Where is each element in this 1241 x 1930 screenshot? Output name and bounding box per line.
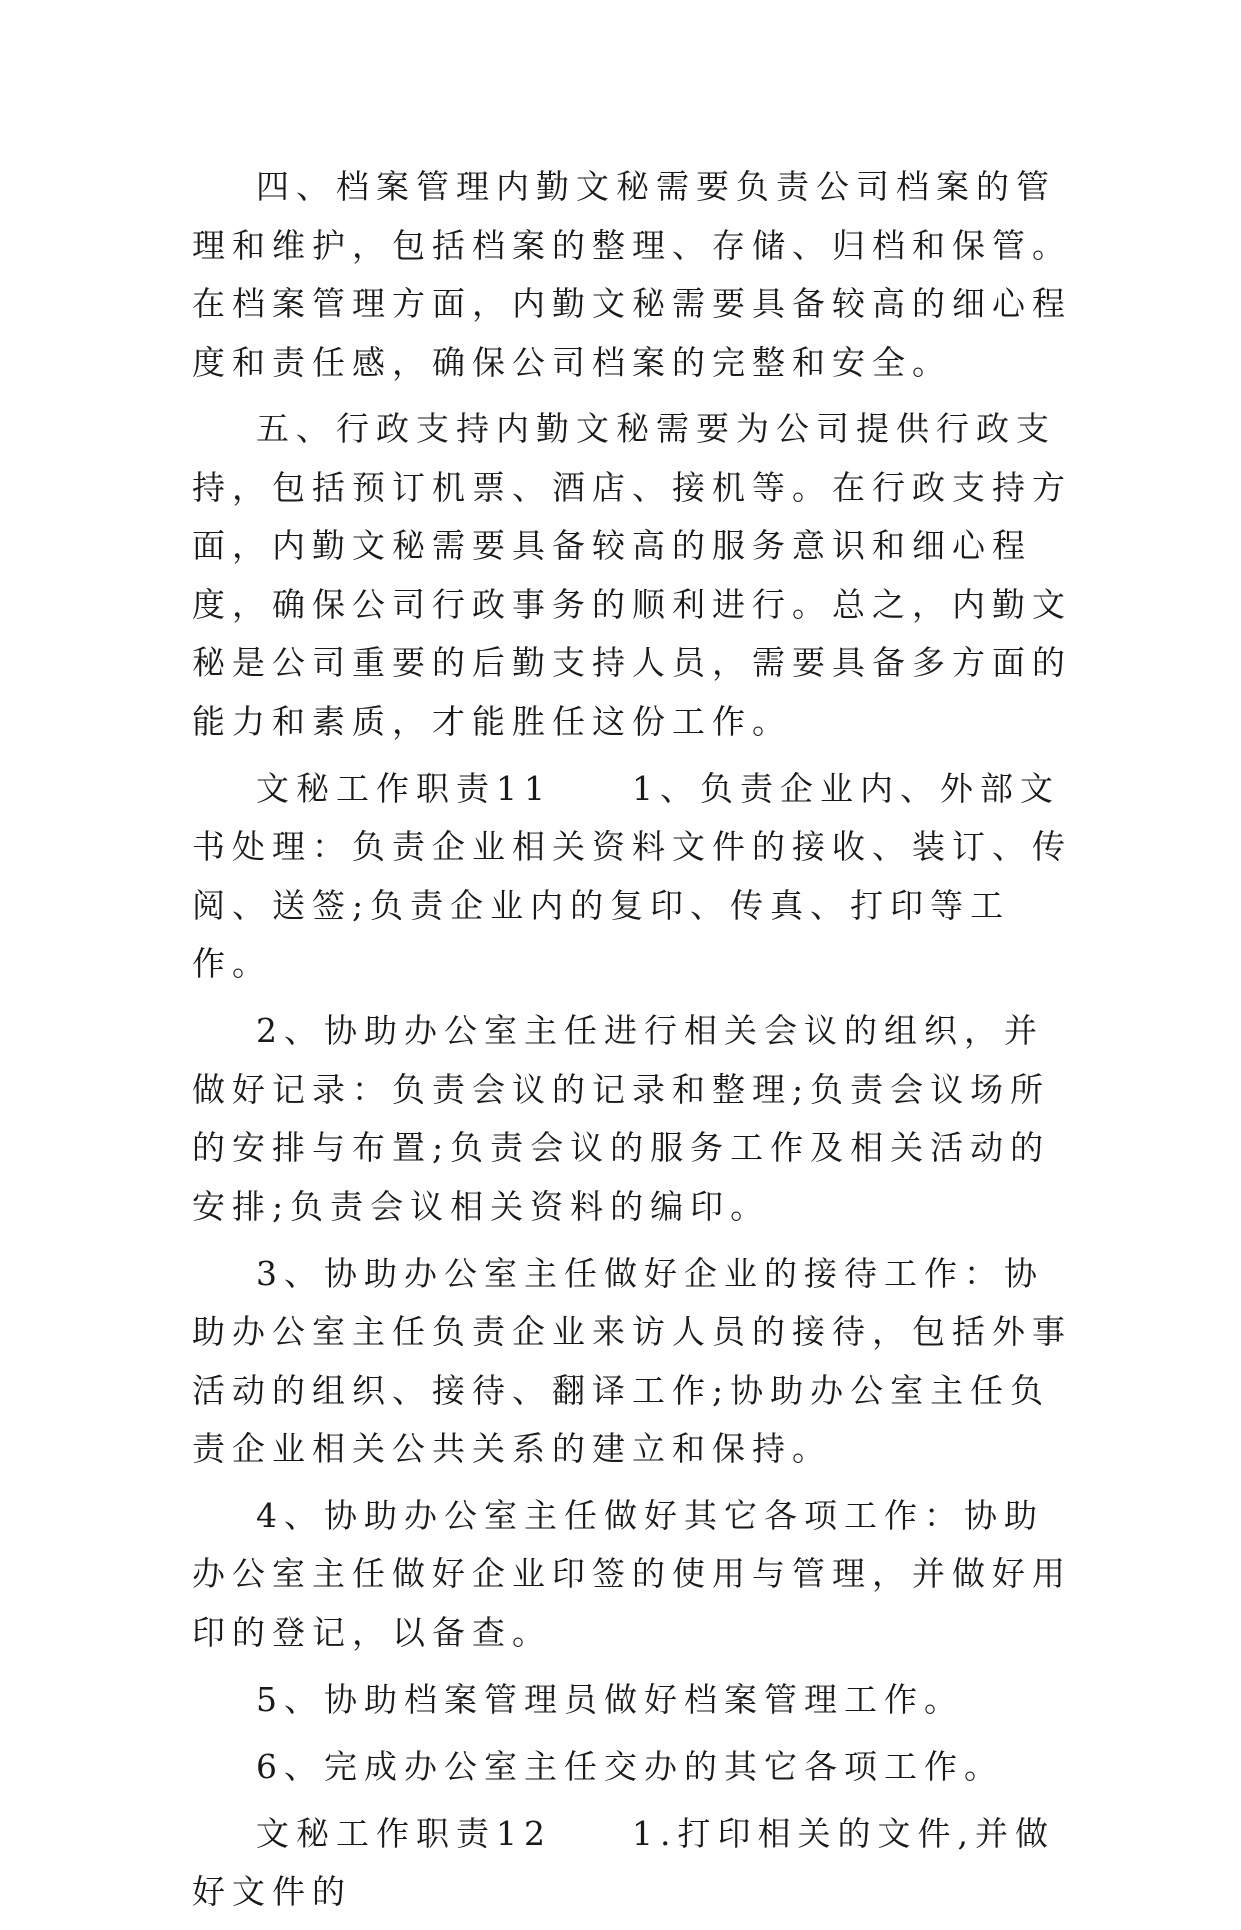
paragraph-duties-11-item-1: 文秘工作职责11 1、负责企业内、外部文书处理：负责企业相关资料文件的接收、装订、传阅、送签;负责企业内的复印、传真、打印等工作。 (192, 768, 1072, 984)
paragraph-archive-management: 四、档案管理内勤文秘需要负责公司档案的管理和维护，包括档案的整理、存储、归档和保管。在档案管理方面，内勤文秘需要具备较高的细心程度和责任感，确保公司档案的完整和安全。 (192, 167, 1072, 382)
document-body (192, 158, 1072, 1930)
paragraph-administrative-support: 五、行政支持内勤文秘需要为公司提供行政支持，包括预订机票、酒店、接机等。在行政支持方面，内勤文秘需要具备较高的服务意识和细心程度，确保公司行政事务的顺利进行。总之，内勤文秘是公司重要的后勤支持人员，需要具备多方面的能力和素质，才能胜任这份工作。 (192, 409, 1072, 741)
paragraph-duties-11-item-3: 3、协助办公室主任做好企业的接待工作：协助办公室主任负责企业来访人员的接待，包括外事活动的组织、接待、翻译工作;协助办公室主任负责企业相关公共关系的建立和保持。 (192, 1253, 1072, 1469)
paragraph-duties-11-item-5: 5、协助档案管理员做好档案管理工作。 (256, 1679, 964, 1719)
paragraph-duties-12-item-1: 文秘工作职责12 1.打印相关的文件,并做好文件的 (192, 1813, 1055, 1912)
paragraph-duties-11-item-2: 2、协助办公室主任进行相关会议的组织，并做好记录：负责会议的记录和整理;负责会议场所的安排与布置;负责会议的服务工作及相关活动的安排;负责会议相关资料的编印。 (192, 1011, 1051, 1226)
paragraph-duties-11-item-4: 4、协助办公室主任做好其它各项工作：协助办公室主任做好企业印签的使用与管理，并做好用印的登记，以备查。 (192, 1495, 1072, 1652)
paragraph-duties-11-item-6: 6、完成办公室主任交办的其它各项工作。 (256, 1746, 1004, 1786)
